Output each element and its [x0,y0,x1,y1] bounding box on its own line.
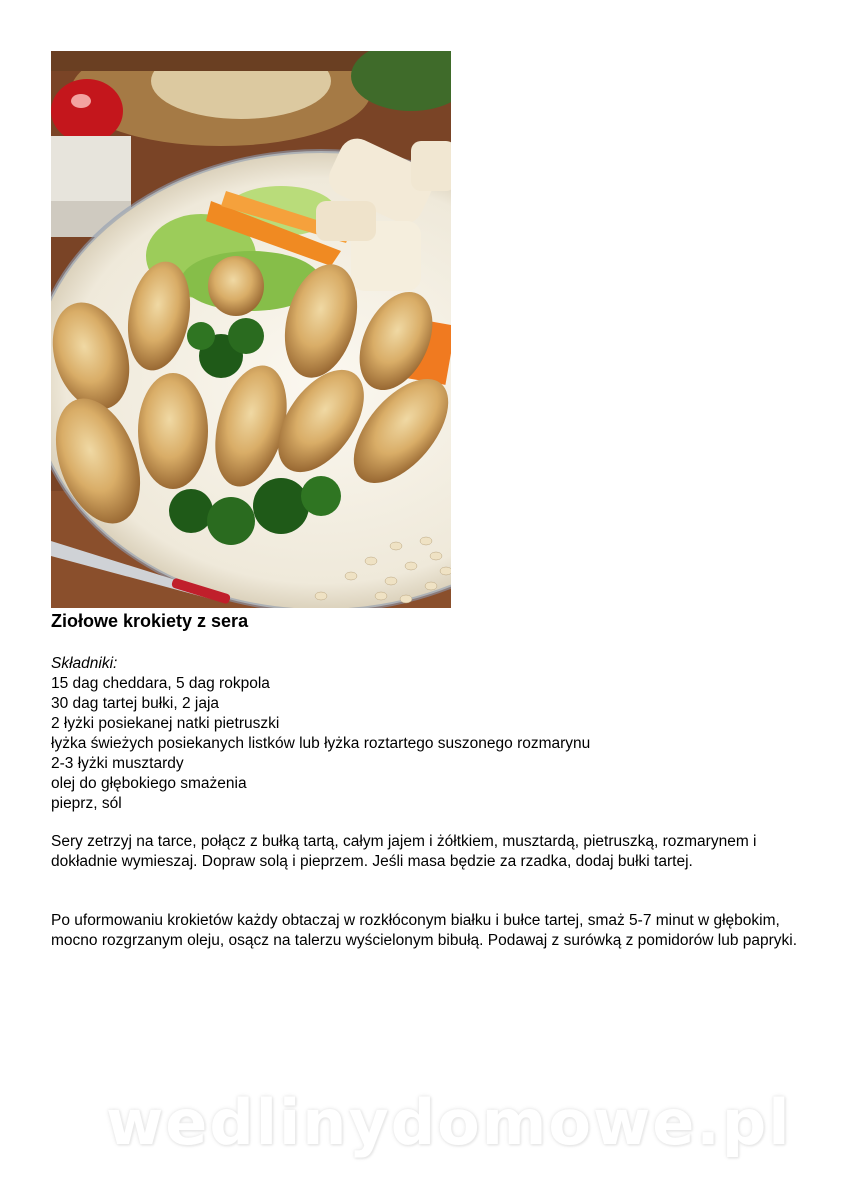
ingredient-item: 15 dag cheddara, 5 dag rokpola [51,675,270,692]
ingredients-label: Składniki: [51,655,118,672]
instructions-paragraph-2: Po uformowaniu krokietów każdy obtaczaj w rozkłóconym białku i bułce tartej, smaż 5-7 minut w głębokim, mocno rozgrzanym oleju, osącz na talerzu wyścielonym bibułą. Podawaj z surówką z pomidorów lub papryki. [51,912,798,949]
site-watermark: wedlinydomowe.pl [106,1086,792,1159]
ingredients-section [51,654,811,814]
ingredient-item: łyżka świeżych posiekanych listków lub łyżka roztartego suszonego rozmarynu [51,735,591,752]
ingredient-item: 30 dag tartej bułki, 2 jaja [51,695,220,712]
instructions-paragraph-1: Sery zetrzyj na tarce, połącz z bułką tartą, całym jajem i żółtkiem, musztardą, pietruszką, rozmarynem i dokładnie wymieszaj. Dopraw solą i pieprzem. Jeśli masa będzie za rzadka, dodaj bułki tartej. [51,833,757,870]
ingredient-item: 2 łyżki posiekanej natki pietruszki [51,715,280,732]
recipe-photo [51,51,451,608]
ingredient-item: olej do głębokiego smażenia [51,775,247,792]
ingredient-item: 2-3 łyżki musztardy [51,755,184,772]
recipe-title: Ziołowe krokiety z sera [51,611,249,631]
ingredient-item: pieprz, sól [51,795,122,812]
